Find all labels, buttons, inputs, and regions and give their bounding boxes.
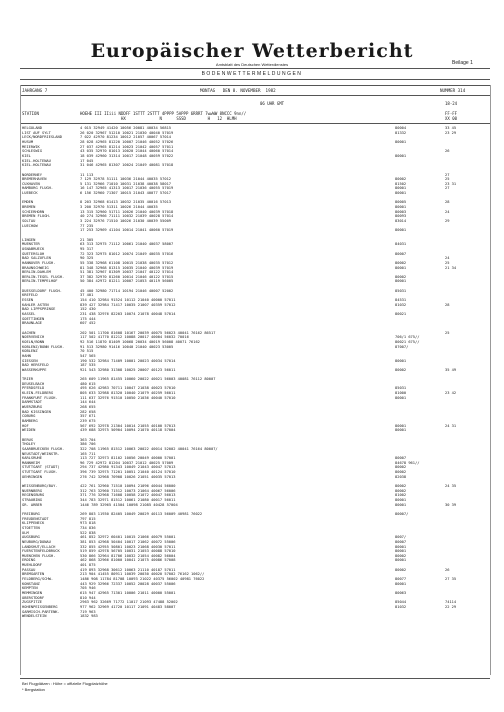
station-group: 80001 bbox=[395, 502, 407, 507]
station-name: FUERSTENFELDBRUCK bbox=[22, 549, 60, 554]
col-codes: HOEHE III IIiii NDDFF 1STTT 2STTT 4PPPP 5APPP 6RRRT 7wwWW 8NCCC 9nn// bbox=[80, 111, 247, 116]
station-wind: 24 31 bbox=[445, 423, 457, 428]
station-codes: 422 761 32960 71510 10094 21096 40044 56000 bbox=[80, 484, 176, 489]
station-codes: 810 944 bbox=[80, 595, 96, 600]
station-codes: 480 615 bbox=[80, 381, 96, 386]
station-group: 85031 bbox=[395, 288, 407, 293]
station-name: KARLSRUHE bbox=[22, 456, 42, 461]
station-codes: 92 516 11870 81409 10068 20034 40019 56008 40071 76162 bbox=[80, 339, 200, 344]
station-name: KIEL-HOLTENAU bbox=[22, 163, 51, 168]
station-group: 80002 bbox=[395, 567, 407, 572]
station-wind: 22 29 bbox=[445, 604, 457, 609]
rule-subtitle bbox=[20, 79, 490, 80]
station-codes: 322 708 11965 81512 10063 20022 40014 52002 40041 76164 80007/ bbox=[80, 446, 218, 451]
station-codes: 495 626 42983 70711 10047 21038 40023 57010 bbox=[80, 386, 176, 391]
station-codes: 8 203 32968 61413 10032 21035 40016 57013 bbox=[80, 200, 172, 205]
station-wind: 25 bbox=[445, 177, 450, 182]
station-name: BAD HERSFELD bbox=[22, 363, 49, 368]
station-codes: 1446 789 32965 41504 10098 21085 40428 57004 bbox=[80, 502, 178, 507]
station-codes: 27 037 42965 81214 10023 21042 40057 57011 bbox=[80, 144, 174, 149]
station-group: 81032 bbox=[395, 302, 407, 307]
station-codes: 719 963 bbox=[80, 609, 96, 614]
station-codes: 396 739 32975 71201 10051 21040 40124 57010 bbox=[80, 470, 176, 475]
station-name: MUEHLDORF bbox=[22, 563, 42, 568]
station-codes: 13 315 32960 51711 10026 21040 40039 57018 bbox=[80, 209, 174, 214]
station-codes: 55 338 32968 61108 10015 21038 40035 57012 bbox=[80, 260, 174, 265]
station-name: HAHN bbox=[22, 353, 31, 358]
col-station: STATION bbox=[22, 111, 39, 116]
station-codes: 21 305 bbox=[80, 237, 94, 242]
station-name: WENDELSTEIN bbox=[22, 614, 47, 619]
station-group: 80001 bbox=[395, 186, 407, 191]
station-group: 80002 bbox=[395, 484, 407, 489]
station-codes: 921 543 32980 31308 10025 20007 40123 56011 bbox=[80, 367, 176, 372]
station-group: 83014 bbox=[395, 219, 407, 223]
station-name: STRAUBING bbox=[22, 498, 42, 502]
station-name: PASSAU bbox=[22, 567, 36, 572]
station-name: WEISSENBURG/BAY. bbox=[22, 484, 58, 489]
station-name: LUEBECK bbox=[22, 191, 38, 196]
station-name: WEIDEN bbox=[22, 428, 36, 433]
station-group: 80001 bbox=[395, 423, 407, 428]
station-name: BRAUNLAGE bbox=[22, 321, 42, 326]
station-name: HELGOLAND bbox=[22, 126, 42, 130]
station-wind: 23 29 bbox=[445, 130, 457, 135]
station-name: NOERVENICH bbox=[22, 335, 45, 340]
station-group: 80004 bbox=[395, 126, 407, 130]
station-wind: 30 39 bbox=[445, 502, 457, 507]
station-name: DEUSELBACH bbox=[22, 381, 45, 386]
station-codes: 3 224 32976 71510 10026 21030 40039 55009 bbox=[80, 219, 172, 223]
station-wind: 27 35 bbox=[445, 577, 457, 582]
station-name: GUETERSLOH bbox=[22, 251, 45, 256]
station-name: FRANKFURT FLUGH. bbox=[22, 395, 58, 400]
station-name: LANDSHUT/ELLACH bbox=[22, 544, 56, 549]
rule-meta-top bbox=[20, 85, 490, 86]
station-codes: 5 131 32966 71010 10031 21038 40038 58017 bbox=[80, 181, 172, 186]
station-name: REGENSBURG bbox=[22, 493, 45, 498]
station-name: HANNOVER FLUGH. bbox=[22, 260, 56, 265]
station-group: 84531 bbox=[395, 298, 407, 303]
station-codes: 111 637 32976 91510 10050 21036 40040 57010 bbox=[80, 395, 176, 400]
station-codes: 6 156 32960 71307 10015 21043 40077 57017 bbox=[80, 191, 172, 196]
station-codes: 567 692 32978 21304 10014 21055 40100 57013 bbox=[80, 423, 176, 428]
station-group: 80093 bbox=[395, 214, 407, 219]
station-codes: 28 028 42965 81220 10007 21046 40052 57026 bbox=[80, 139, 174, 144]
station-name: BERUS bbox=[22, 437, 34, 442]
station-wind: 23 42 bbox=[445, 391, 457, 396]
station-name: LIST AUF SYLT bbox=[22, 130, 51, 135]
station-group: 80001 bbox=[395, 544, 407, 549]
station-name: MEMMINGEN bbox=[22, 591, 42, 595]
station-codes: 839 427 32984 71417 10035 21007 40359 57012 bbox=[80, 302, 176, 307]
station-codes: 113 727 32973 81102 10056 20049 40000 57001 bbox=[80, 456, 176, 461]
station-group: 80077 bbox=[395, 577, 407, 582]
station-codes: 7 129 32978 51111 10036 21044 40035 57012 bbox=[80, 177, 172, 182]
station-group: 84678 961// bbox=[395, 460, 420, 465]
station-name: KIEL-HOLTENAU bbox=[22, 158, 51, 163]
station-group: 81002 bbox=[395, 493, 407, 498]
station-codes: 154 410 32984 91524 10112 21040 40000 57011 bbox=[80, 298, 176, 303]
station-name: PFERDSFELD bbox=[22, 386, 45, 391]
station-codes: 187 535 bbox=[80, 363, 96, 368]
station-name: OBERSTDORF bbox=[22, 595, 45, 600]
station-group: 80007 bbox=[395, 456, 407, 461]
table-row bbox=[0, 614, 504, 619]
station-name: NEUSTADT/WEINSTR. bbox=[22, 451, 60, 456]
station-group: 80001 bbox=[395, 428, 407, 433]
station-wind: 25 bbox=[445, 330, 450, 335]
station-group: 81032 bbox=[395, 604, 407, 609]
station-wind: 35 49 bbox=[445, 367, 457, 372]
station-name: TRIER bbox=[22, 377, 34, 382]
station-codes: 17 253 32969 41104 10014 21041 40060 57019 bbox=[80, 228, 174, 233]
station-codes: 607 452 bbox=[80, 321, 96, 326]
station-codes: 547 565 bbox=[80, 353, 96, 358]
station-codes: 117 502 41770 81212 10088 20017 40004 56032 70016 bbox=[80, 335, 189, 340]
station-group: 81502 bbox=[395, 181, 407, 186]
station-codes: 282 658 bbox=[80, 409, 96, 414]
station-name: MUENCHEN FLUGH. bbox=[22, 553, 56, 558]
station-name: NEUBURG/DONAU bbox=[22, 539, 51, 544]
station-codes: 4 015 32949 41420 10056 20081 40034 56815 bbox=[80, 126, 172, 130]
station-name: KLIPPENECK bbox=[22, 521, 45, 526]
station-name: GARMISCH-PARTENK. bbox=[22, 609, 60, 614]
station-codes: 1486 908 11784 81708 10093 21022 40375 56002 40981 76022 bbox=[80, 577, 205, 582]
station-codes: 37 382 32970 81260 10014 21046 40122 57015 bbox=[80, 274, 174, 279]
station-codes: 231 438 32976 82203 10074 21078 40048 57014 bbox=[80, 312, 176, 316]
station-codes: 95 317 bbox=[80, 246, 94, 251]
station-name: WASSERKUPPE bbox=[22, 367, 47, 372]
station-codes: 381 853 42968 50404 10017 21062 40072 55006 bbox=[80, 539, 176, 544]
station-name: BERLIN-TEMPELHOF bbox=[22, 279, 58, 284]
station-name: BRAUNSCHWEIG bbox=[22, 265, 49, 270]
station-group: 80002 bbox=[395, 465, 407, 470]
station-codes: 2963 962 32669 71772 11017 21093 47488 52002 bbox=[80, 600, 178, 605]
station-codes: 202 501 11700 81608 10167 20039 40075 56023 40041 76162 86517 bbox=[80, 330, 216, 335]
station-name: BREMERHAVEN bbox=[22, 177, 47, 182]
station-name: HUSUM bbox=[22, 139, 34, 144]
station-name: MANNHEIM bbox=[22, 460, 40, 465]
station-group: 80001 bbox=[395, 279, 407, 284]
station-codes: 43 035 32970 81013 10020 21044 40060 57014 bbox=[80, 149, 174, 154]
rule-meta-bottom bbox=[20, 95, 490, 96]
station-codes: 16 147 32965 41313 10017 21036 40055 57019 bbox=[80, 186, 174, 191]
station-group: 80001 bbox=[395, 205, 407, 210]
issue-number: NUMMER 314 bbox=[440, 88, 466, 93]
station-codes: 357 671 bbox=[80, 414, 96, 419]
station-codes: 165 711 bbox=[80, 451, 96, 456]
station-name: GR. ARBER bbox=[22, 502, 42, 507]
station-codes: 31 046 42965 81307 10024 21049 40081 57018 bbox=[80, 163, 174, 168]
station-codes: 239 675 bbox=[80, 418, 96, 423]
station-codes: 96 729 42972 81204 10037 21012 40025 57009 bbox=[80, 460, 174, 465]
station-name: MUENSTER bbox=[22, 242, 40, 247]
station-codes: 175 444 bbox=[80, 316, 96, 321]
station-codes: 17 045 bbox=[80, 158, 94, 163]
station-codes: 344 783 32971 81512 10061 21080 40017 56011 bbox=[80, 498, 176, 502]
station-group: 80002 bbox=[395, 553, 407, 558]
page-title: Europäischer Wetterbericht bbox=[90, 40, 414, 62]
station-group: 8007/ bbox=[395, 535, 407, 540]
station-name: BAD KISSINGEN bbox=[22, 409, 51, 414]
station-name: KREFELD bbox=[22, 293, 38, 298]
station-wind: 27 bbox=[445, 172, 450, 177]
station-name: SCHLESWIG bbox=[22, 149, 42, 154]
publisher-line: Amtsblatt des Deutschen Wetterdienstes bbox=[215, 62, 289, 67]
station-group: 80001 bbox=[395, 191, 407, 196]
station-name: SOLTAU bbox=[22, 219, 36, 223]
station-wind: 21 34 bbox=[445, 265, 457, 270]
station-codes: 615 947 42965 71301 10006 21011 40000 55001 bbox=[80, 591, 176, 595]
station-name: DARMSTADT bbox=[22, 400, 42, 405]
station-name: BERLIN-TEGEL FLUGH. bbox=[22, 274, 65, 279]
station-group: 80005 bbox=[395, 200, 407, 205]
station-name: STUTTGART FLUGH. bbox=[22, 470, 58, 475]
station-wind: 23 31 bbox=[445, 181, 457, 186]
station-name: BAD LIPPSPRINGE bbox=[22, 307, 56, 312]
station-wind: 74114 bbox=[445, 600, 457, 605]
footer-note-mountain: * Bergstation bbox=[22, 687, 45, 692]
station-group: 80007 bbox=[395, 539, 407, 544]
beilage-label: Beilage 1 bbox=[452, 60, 473, 66]
rule-top bbox=[20, 68, 490, 69]
station-codes: 63 313 32975 71112 10061 21040 40037 58007 bbox=[80, 242, 174, 247]
station-codes: 7 022 42970 81234 10012 21057 40067 57014 bbox=[80, 135, 172, 140]
station-codes: 11 113 bbox=[80, 172, 94, 177]
station-codes: 72 323 32975 81012 10074 21049 40035 57016 bbox=[80, 251, 174, 256]
station-wind: 24 bbox=[445, 256, 450, 261]
station-name: BREMEN FLUGH. bbox=[22, 214, 51, 219]
station-name: KOBLENZ/BONN FLUGH. bbox=[22, 344, 65, 349]
station-name: KONSTANZ bbox=[22, 581, 40, 586]
station-name: SCHIERHORN bbox=[22, 209, 45, 214]
station-group: 81332 bbox=[395, 130, 407, 135]
station-wind: 28 bbox=[445, 302, 450, 307]
col-ff-sub: XX 00 bbox=[445, 116, 458, 121]
station-name: EMDEN bbox=[22, 200, 34, 205]
station-name: AACHEN bbox=[22, 330, 36, 335]
station-name: STUTTGART (STADT) bbox=[22, 465, 60, 470]
station-wind: 33 45 bbox=[445, 126, 457, 130]
station-group: 84031 bbox=[395, 242, 407, 247]
station-name: LINGEN bbox=[22, 237, 36, 242]
station-codes: 443 929 32966 72337 10052 20028 40037 55006 bbox=[80, 581, 176, 586]
station-codes: 81 348 32968 81315 10035 21040 40039 57019 bbox=[80, 265, 174, 270]
station-codes: 26 020 32967 51210 10021 21030 40040 57019 bbox=[80, 130, 174, 135]
station-codes: 312 763 32960 71512 10073 21064 40067 56006 bbox=[80, 488, 176, 493]
station-group: 85044 bbox=[395, 600, 407, 605]
col-ff: FF-FF bbox=[445, 111, 458, 116]
station-wind: 24 bbox=[445, 209, 450, 214]
station-name: ULM bbox=[22, 530, 29, 535]
station-group: 80002 bbox=[395, 274, 407, 279]
station-codes: 77 235 bbox=[80, 223, 94, 228]
station-codes: 462 868 32966 81000 10041 21075 40086 57008 bbox=[80, 558, 176, 563]
station-codes: 18 039 42960 31314 10017 21048 40059 57022 bbox=[80, 153, 174, 158]
station-codes: 519 859 42978 56705 10031 21053 40088 57010 bbox=[80, 549, 176, 554]
station-name: KASSEL bbox=[22, 312, 36, 316]
station-codes: 152 430 bbox=[80, 307, 96, 312]
station-codes: 70 515 bbox=[80, 349, 94, 354]
station-name: LECK/NORDFRIESLAND bbox=[22, 135, 62, 140]
station-codes: 461 852 32972 60401 10015 21066 40079 55001 bbox=[80, 535, 176, 540]
station-name: SAARBRUECKEN FLUGH. bbox=[22, 446, 65, 451]
station-codes: 37 401 bbox=[80, 293, 94, 298]
station-wind: 28 bbox=[445, 200, 450, 205]
station-name: MEIERWIK bbox=[22, 144, 40, 149]
station-codes: 371 776 32968 71608 10058 21072 40047 56013 bbox=[80, 493, 176, 498]
station-group: 80001 bbox=[395, 498, 407, 502]
col-codes-sub: HX N SSSD H 12 HLMH bbox=[80, 116, 237, 121]
station-name: BAD SALZUFLEN bbox=[22, 256, 51, 261]
station-group: 80001 bbox=[395, 228, 407, 233]
station-group: 80001 bbox=[395, 358, 407, 363]
station-name: KOELN/BONN bbox=[22, 339, 45, 344]
station-group: 80007 bbox=[395, 251, 407, 256]
station-codes: 265 609 11965 81455 10060 20022 40021 56003 40081 76112 80007 bbox=[80, 377, 216, 382]
station-group: 80001 bbox=[395, 581, 407, 586]
jahrgang: JAHRGANG 7 bbox=[22, 88, 48, 93]
station-group: 80003 bbox=[395, 209, 407, 214]
station-name: WUERZBURG bbox=[22, 405, 42, 409]
station-group: 80002 bbox=[395, 367, 407, 372]
station-name: LUECHOW bbox=[22, 223, 38, 228]
station-group: 80002 bbox=[395, 177, 407, 182]
station-name: COBURG bbox=[22, 414, 36, 419]
station-name: HOF bbox=[22, 423, 29, 428]
station-group: 85031 bbox=[395, 386, 407, 391]
station-name: KLEIN-FELDBERG bbox=[22, 391, 54, 396]
station-group: 80021 bbox=[395, 312, 407, 316]
station-name: OSNABRUECK bbox=[22, 246, 45, 251]
station-codes: 401 875 bbox=[80, 563, 96, 568]
station-codes: 1832 983 bbox=[80, 614, 98, 619]
station-codes: 276 742 32968 70908 10026 21051 40035 57013 bbox=[80, 474, 176, 479]
station-name: DUESSELDORF FLUGH. bbox=[22, 288, 62, 293]
station-name: STOETTEN bbox=[22, 525, 40, 530]
station-group: 80002 bbox=[395, 260, 407, 265]
station-name: CUXHAVEN bbox=[22, 181, 40, 186]
station-codes: 269 803 11930 82405 10049 20029 40113 56009 40981 76022 bbox=[80, 511, 203, 516]
station-name: BERLIN-DAHLEM bbox=[22, 270, 51, 275]
rule-bottom bbox=[20, 678, 490, 679]
station-codes: 51 381 32967 81309 10037 21047 40122 57014 bbox=[80, 270, 174, 275]
station-group: 80001 bbox=[395, 139, 407, 144]
station-group: 87007/ bbox=[395, 344, 409, 349]
station-codes: 419 893 32968 30612 10063 21110 40187 57011 bbox=[80, 567, 176, 572]
station-group: 81000 bbox=[395, 391, 407, 396]
issue-date: MONTAG DEN 8. NOVEMBER 1982 bbox=[200, 88, 276, 93]
report-subtitle: BODENWETTERMELDUNGEN bbox=[201, 71, 303, 77]
station-codes: 734 836 bbox=[80, 525, 96, 530]
station-group: 82038 bbox=[395, 474, 407, 479]
station-group: 80001 bbox=[395, 395, 407, 400]
station-name: FELDBERG/SCHW. bbox=[22, 577, 54, 582]
station-name: ZUGSPITZE bbox=[22, 600, 42, 605]
station-codes: 530 866 32964 81706 10032 21054 40082 56004 bbox=[80, 553, 176, 558]
observation-time: 06 UHR GMT bbox=[260, 101, 285, 106]
station-name: AUGSBURG bbox=[22, 535, 40, 540]
station-codes: 705 946 bbox=[80, 586, 96, 591]
station-wind: 26 bbox=[445, 149, 450, 154]
station-name: BAMBERG bbox=[22, 418, 38, 423]
station-wind: 25 bbox=[445, 260, 450, 265]
station-codes: 386 706 bbox=[80, 442, 96, 447]
station-name: ESSEN bbox=[22, 298, 34, 303]
station-group: 80001 bbox=[395, 549, 407, 554]
station-codes: 977 962 32969 41720 10117 21091 40483 58007 bbox=[80, 604, 176, 609]
station-codes: 268 655 bbox=[80, 405, 96, 409]
station-wind: 26 bbox=[445, 567, 450, 572]
station-codes: 363 704 bbox=[80, 437, 96, 442]
station-name: KOBLENZ bbox=[22, 349, 38, 354]
station-wind: 24 35 bbox=[445, 484, 457, 489]
station-name: BREMGARTEN bbox=[22, 572, 45, 577]
station-name: ERDING bbox=[22, 558, 36, 563]
footer-note-airport: Bei Flugplätzen : Höhe = offizielle Flugplatzhöhe bbox=[22, 681, 108, 686]
station-codes: 45 400 32980 71714 10194 21046 40007 52002 bbox=[80, 288, 174, 293]
station-group: 80002 bbox=[395, 488, 407, 493]
station-name: FREIBURG bbox=[22, 511, 40, 516]
station-codes: 3 200 32970 51311 10026 21044 40035 bbox=[80, 205, 158, 210]
station-codes: 332 855 42955 50801 10023 21068 40030 57011 bbox=[80, 544, 176, 549]
station-group: 80001 bbox=[395, 153, 407, 158]
station-name: KAHLER ASTEN bbox=[22, 302, 49, 307]
station-codes: 797 815 bbox=[80, 516, 96, 521]
station-group: 80063 bbox=[395, 591, 407, 595]
rule-header bbox=[20, 123, 490, 124]
station-name: HAMBURG FLUGH. bbox=[22, 186, 54, 191]
station-codes: 40 274 32966 71111 10032 21039 40028 57014 bbox=[80, 214, 174, 219]
station-name: KEMPTEN bbox=[22, 586, 38, 591]
station-name: GOETTINGEN bbox=[22, 316, 45, 321]
station-codes: 90 325 bbox=[80, 256, 94, 261]
station-wind: 29 bbox=[445, 219, 450, 223]
station-name: OEHRINGEN bbox=[22, 474, 42, 479]
station-codes: 439 688 32975 50904 10094 21070 40118 57004 bbox=[80, 428, 176, 433]
station-group: 80001 bbox=[395, 265, 407, 270]
station-codes: 91 513 32980 91416 10040 21040 40023 53005 bbox=[80, 344, 174, 349]
station-codes: 522 838 bbox=[80, 530, 96, 535]
station-group: 80021 675// bbox=[395, 339, 420, 344]
station-codes: 50 384 42972 81211 10007 21053 40119 56005 bbox=[80, 279, 174, 284]
station-name: GIESSEN bbox=[22, 358, 38, 363]
station-codes: 213 904 41455 80911 10039 20030 40020 57002 76162 1062// bbox=[80, 572, 205, 577]
station-name: THOLEY bbox=[22, 442, 36, 447]
observation-time-right: 18-24 bbox=[445, 101, 458, 106]
station-codes: 973 818 bbox=[80, 521, 96, 526]
station-codes: 805 633 32988 81320 10040 21079 40259 56011 bbox=[80, 391, 176, 396]
station-name: KIEL bbox=[22, 153, 31, 158]
station-codes: 294 737 42980 91343 10049 21043 40047 57013 bbox=[80, 465, 176, 470]
station-group: 706/1 675// bbox=[395, 335, 420, 340]
station-wind: 27 bbox=[445, 186, 450, 191]
station-name: BREMEN bbox=[22, 205, 36, 210]
station-name: NUERNBERG bbox=[22, 488, 42, 493]
station-group: 80002 bbox=[395, 470, 407, 475]
station-codes: 190 532 32984 71409 10001 20023 40034 57014 bbox=[80, 358, 176, 363]
station-codes: 144 644 bbox=[80, 400, 96, 405]
station-group: 80001 bbox=[395, 558, 407, 563]
station-name: NORDERNEY bbox=[22, 172, 42, 177]
station-name: FREUDENSTADT bbox=[22, 516, 49, 521]
station-group: 80007/ bbox=[395, 511, 409, 516]
station-name: HOHENPEISSENBERG bbox=[22, 604, 58, 609]
